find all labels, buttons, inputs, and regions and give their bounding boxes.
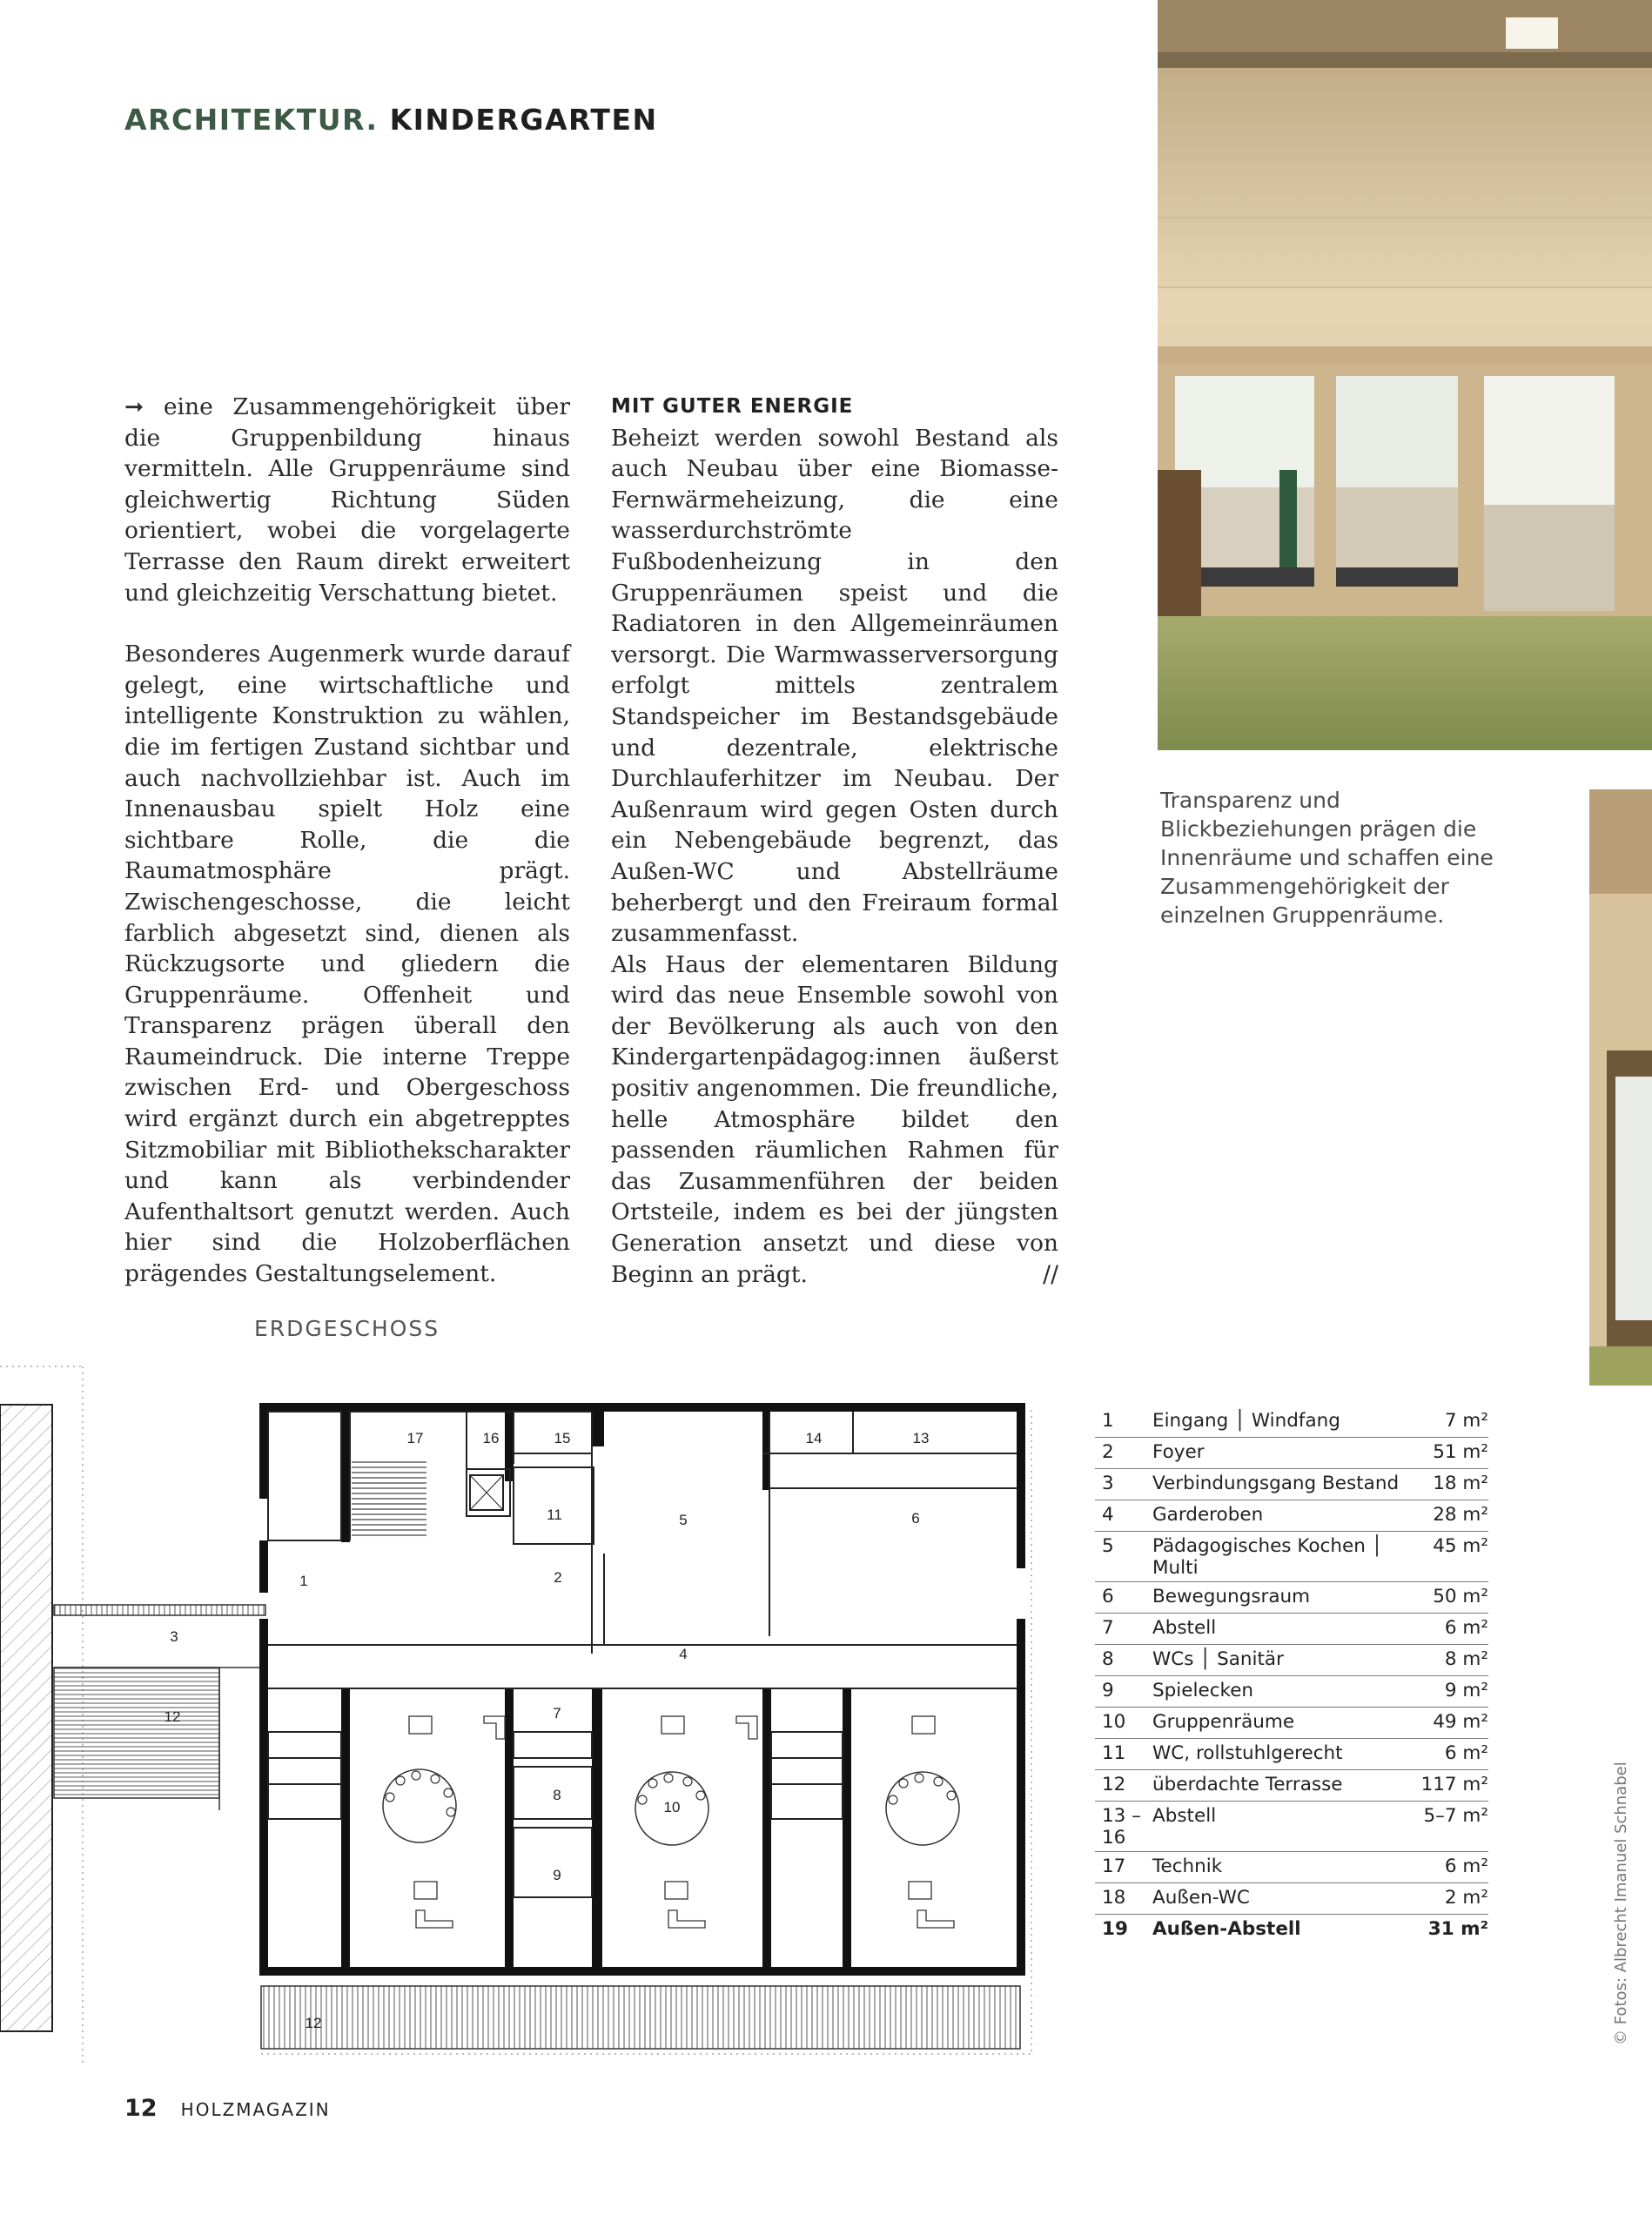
article-column-1: [124, 392, 570, 1290]
interior-photo: [1158, 0, 1652, 750]
plan-label: 1: [299, 1573, 308, 1589]
plan-label: 3: [170, 1628, 178, 1645]
subheading: MIT GUTER ENERGIE: [611, 395, 854, 418]
legend-row: 1 Eingang │ Windfang 7 m²: [1095, 1406, 1488, 1438]
page-number: 12: [124, 2095, 158, 2122]
plan-label: 7: [553, 1705, 561, 1721]
end-mark: //: [1043, 1260, 1058, 1288]
plan-label: 9: [553, 1867, 561, 1883]
plan-label: 11: [547, 1507, 562, 1523]
legend-row: 11 WC, rollstuhlgerecht 6 m²: [1095, 1739, 1488, 1770]
magazine-name: HOLZMAGAZIN: [180, 2099, 331, 2120]
legend-row: 10 Gruppenräume 49 m²: [1095, 1708, 1488, 1739]
paragraph: [611, 950, 1058, 1291]
paragraph: Besonderes Augenmerk wurde darauf gelegt, eine wirtschaftliche und intelligente Konstruktion zu wählen, die im fertigen Zustand sichtbar und auch nachvollziehbar ist. Auch im Innenausbau spielt Holz eine sichtbare Rolle, die die Raumatmosphäre prägt. Zwischengeschosse, die leicht farblich abgesetzt sind, dienen als Rückzugsorte und gliedern die Gruppenräume. Offenheit und Transparenz prägen überall den Raumeindruck. Die interne Treppe zwischen Erd- und Obergeschoss wird ergänzt durch ein abgetrepptes Sitzmobiliar mit Bibliothekscharakter und kann als verbindender Aufenthaltsort genutzt werden. Auch hier sind die Holzoberflächen prägendes Gestaltungselement.: [124, 641, 570, 1288]
photo-credit: © Fotos: Albrecht Imanuel Schnabel: [1612, 1762, 1630, 2045]
legend-row: 6 Bewegungsraum 50 m²: [1095, 1582, 1488, 1614]
plan-label: 8: [553, 1787, 561, 1803]
legend-row: 3 Verbindungsgang Bestand 18 m²: [1095, 1469, 1488, 1500]
paragraph: Beheizt werden sowohl Bestand als auch Neubau über eine Biomasse-Fernwärmeheizung, die eine wasserdurchströmte Fußbodenheizung in den Gruppenräumen speist und die Radiatoren in den Allgemeinräumen versorgt. Die Warmwasserversorgung erfolgt mittels zentralem Standspeicher im Bestandsgebäude und dezentrale, elektrische Durchlauferhitzer im Neubau. Der Außenraum wird gegen Osten durch ein Nebengebäude begrenzt, das Außen-WC und Abstellräume beherbergt und den Freiraum formal zusammenfasst.: [611, 424, 1058, 948]
legend-row: 13 –16 Abstell 5–7 m²: [1095, 1802, 1488, 1852]
plan-label: 12: [164, 1708, 181, 1725]
plan-label: 5: [679, 1512, 688, 1528]
section-header: [124, 103, 658, 137]
existing-building: [0, 1405, 52, 2031]
plan-label: 14: [805, 1430, 823, 1446]
plan-label: 6: [911, 1510, 920, 1527]
legend-row: 19 Außen-Abstell 31 m²: [1102, 1918, 1488, 1940]
legend-row: 12 überdachte Terrasse 117 m²: [1095, 1770, 1488, 1802]
legend-row: 2 Foyer 51 m²: [1095, 1438, 1488, 1469]
plan-label: 17: [406, 1430, 424, 1446]
article-column-2: [611, 392, 1058, 1290]
legend-row: 5 Pädagogisches Kochen │ Multi 45 m²: [1095, 1532, 1488, 1582]
paragraph-text: Als Haus der elementaren Bildung wird das neue Ensemble sowohl von der Bevölkerung als auch von den Kindergartenpädagog:innen äußerst positiv angenommen. Die freundliche, helle Atmosphäre bildet den passenden räumlichen Rahmen für das Zusammenführen der beiden Ortsteile, indem es bei der jüngsten Generation ansetzt und diese von Beginn an prägt.: [611, 950, 1058, 1288]
legend-row: 7 Abstell 6 m²: [1095, 1614, 1488, 1645]
section-topic: KINDERGARTEN: [389, 103, 658, 137]
interior-photo-2: [1589, 789, 1652, 1386]
plan-label: 2: [554, 1569, 562, 1586]
legend-row: 17 Technik 6 m²: [1095, 1852, 1488, 1883]
plan-title: ERDGESCHOSS: [254, 1316, 440, 1341]
section-name: ARCHITEKTUR.: [124, 103, 379, 137]
page-footer: [124, 2095, 331, 2122]
legend-row: 18 Außen-WC 2 m²: [1095, 1883, 1488, 1915]
plan-label: 13: [912, 1430, 930, 1446]
plan-label: 4: [679, 1646, 688, 1662]
floor-plan: [0, 1358, 1044, 2102]
room-legend: [1095, 1406, 1488, 1945]
legend-row: 9 Spielecken 9 m²: [1095, 1676, 1488, 1708]
plan-label: 12: [305, 2015, 322, 2031]
legend-row: 4 Garderoben 28 m²: [1095, 1500, 1488, 1532]
plan-label: 10: [663, 1799, 681, 1815]
plan-label: 16: [482, 1430, 500, 1446]
plan-label: 15: [554, 1430, 571, 1446]
legend-row: 8 WCs │ Sanitär 8 m²: [1095, 1645, 1488, 1676]
photo-caption: Transparenz und Blickbeziehungen prägen die Innenräume und schaffen eine Zusammengehörigkeit der einzelnen Gruppenräume.: [1160, 788, 1494, 928]
paragraph: ➞ eine Zusammengehörigkeit über die Gruppenbildung hinaus vermitteln. Alle Gruppenräume sind gleichwertig Richtung Süden orientiert, wobei die vorgelagerte Terrasse den Raum direkt erweitert und gleichzeitig Verschattung bietet.: [124, 393, 570, 607]
